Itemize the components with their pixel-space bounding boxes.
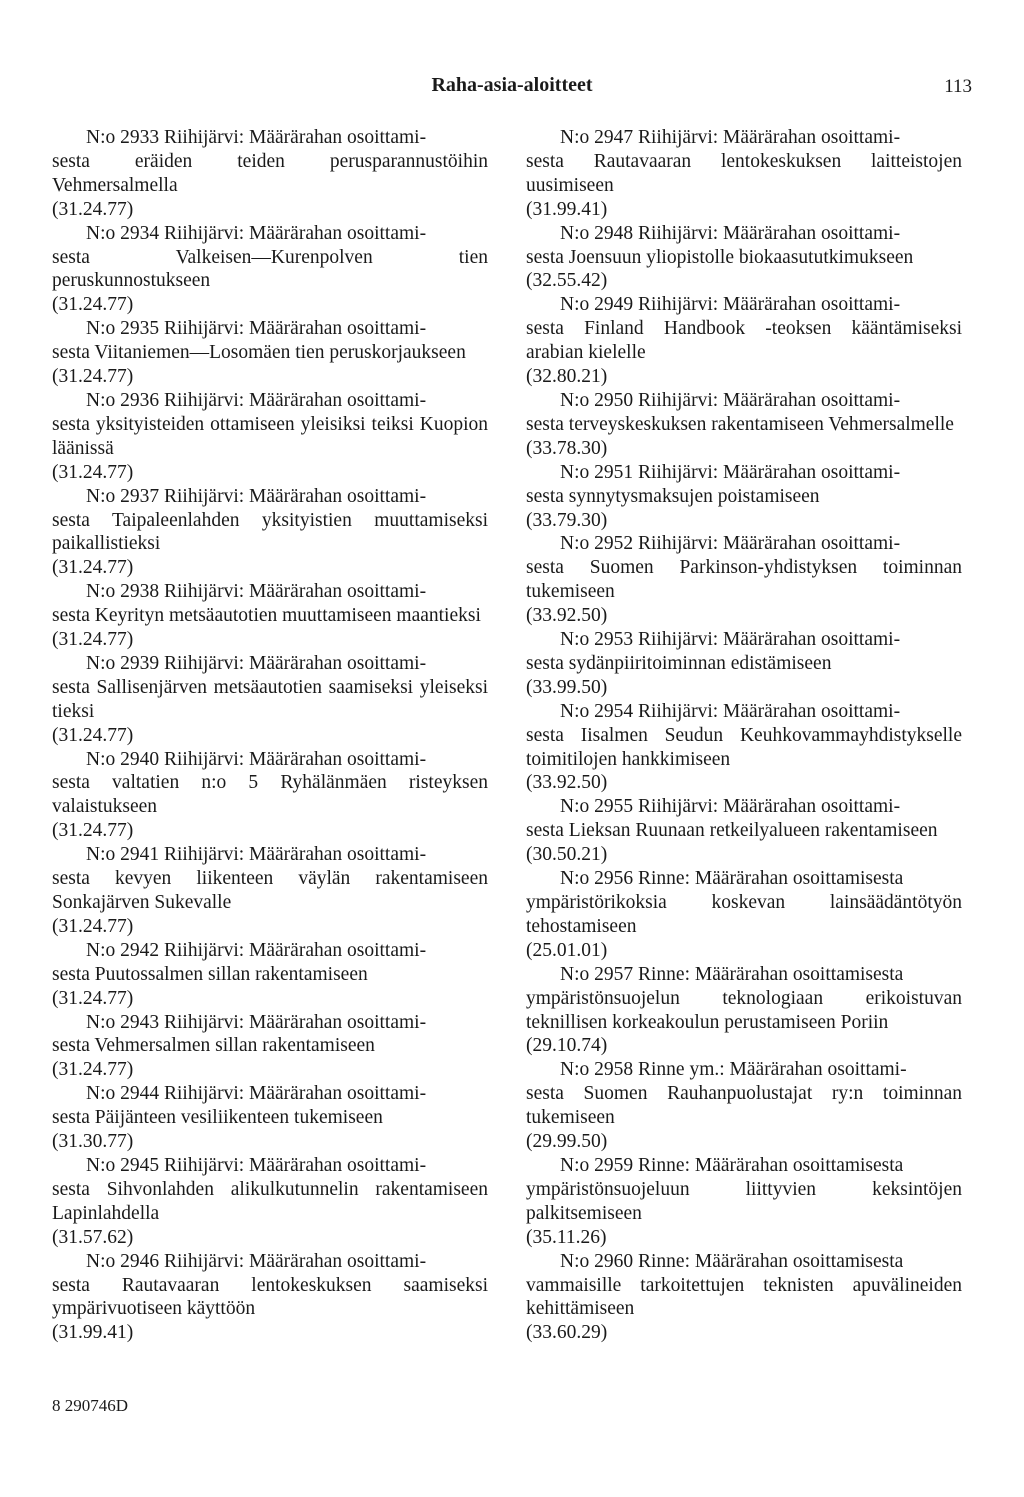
entry-date: (32.55.42) — [526, 270, 608, 292]
initiative-entry — [52, 389, 488, 485]
entry-text: sesta Joensuun yliopistolle biokaasututkimukseen — [526, 246, 914, 268]
entry-text: sesta Keyrityn metsäautotien muuttamiseen maantieksi — [52, 605, 481, 627]
entry-text: sesta Suomen Rauhanpuolustajat ry:n toiminnan tukemiseen — [526, 1083, 962, 1129]
entry-head: N:o 2945 Riihijärvi: Määrärahan osoittami- — [86, 1154, 427, 1176]
entry-text: sesta kevyen liikenteen väylän rakentamiseen Sonkajärven Sukevalle — [52, 868, 488, 913]
initiative-entry — [526, 1154, 962, 1250]
entry-date: (25.01.01) — [526, 939, 608, 961]
entry-date: (31.24.77) — [52, 820, 134, 842]
entry-text: sesta Rautavaaran lentokeskuksen laitteistojen uusimiseen — [526, 150, 962, 196]
entry-date: (31.24.77) — [52, 724, 134, 746]
entry-date: (31.24.77) — [52, 461, 134, 483]
initiative-entry — [526, 389, 962, 461]
entry-date: (30.50.21) — [526, 844, 608, 866]
right-column — [526, 126, 962, 1345]
entry-date: (31.24.77) — [52, 629, 134, 651]
entry-date: (31.24.77) — [52, 987, 134, 1009]
initiative-entry — [52, 580, 488, 652]
initiative-entry — [52, 485, 488, 581]
entry-head: N:o 2934 Riihijärvi: Määrärahan osoittami- — [86, 222, 427, 244]
initiative-entry — [526, 700, 962, 796]
initiative-entry — [526, 532, 962, 628]
entry-text: sesta yksityisteiden ottamiseen yleisiksi teiksi Kuopion läänissä — [52, 413, 488, 459]
entry-text: ympäristönsuojelun teknologiaan erikoistuvan teknillisen korkeakoulun perustamiseen Poriin — [526, 987, 962, 1033]
entry-date: (31.24.77) — [52, 1059, 134, 1081]
entry-date: (31.30.77) — [52, 1131, 134, 1153]
entry-head: N:o 2939 Riihijärvi: Määrärahan osoittami- — [86, 652, 427, 674]
footer-signature: 8 290746D — [52, 1396, 129, 1415]
entry-head: N:o 2957 Rinne: Määrärahan osoittamisesta — [560, 963, 904, 985]
entry-date: (31.24.77) — [52, 198, 134, 220]
entry-text: sesta Finland Handbook -teoksen kääntämiseksi arabian kielelle — [526, 318, 962, 364]
entry-text: sesta Viitaniemen—Losomäen tien peruskorjaukseen — [52, 342, 466, 364]
initiative-entry — [52, 126, 488, 222]
entry-head: N:o 2937 Riihijärvi: Määrärahan osoittami- — [86, 485, 427, 507]
entry-date: (33.92.50) — [526, 772, 608, 794]
entry-text: sesta Taipaleenlahden yksityistien muuttamiseksi paikallistieksi — [52, 509, 488, 555]
entry-date: (35.11.26) — [526, 1226, 607, 1248]
initiative-entry — [526, 1058, 962, 1154]
entry-text: sesta Valkeisen—Kurenpolven tien peruskunnostukseen — [52, 246, 488, 292]
entry-date: (29.99.50) — [526, 1131, 608, 1153]
initiative-entry — [526, 293, 962, 389]
page-number: 113 — [944, 76, 972, 97]
entry-date: (31.24.77) — [52, 915, 134, 937]
entry-head: N:o 2959 Rinne: Määrärahan osoittamisesta — [560, 1154, 904, 1176]
entry-head: N:o 2955 Riihijärvi: Määrärahan osoittami- — [560, 796, 901, 818]
entry-head: N:o 2951 Riihijärvi: Määrärahan osoittami- — [560, 461, 901, 483]
entry-text: sesta synnytysmaksujen poistamiseen — [526, 485, 820, 507]
entry-head: N:o 2938 Riihijärvi: Määrärahan osoittami- — [86, 581, 427, 603]
entry-date: (33.78.30) — [526, 437, 608, 459]
initiative-entry — [526, 461, 962, 533]
entry-head: N:o 2935 Riihijärvi: Määrärahan osoittami- — [86, 318, 427, 340]
running-title: Raha-asia-aloitteet — [431, 74, 593, 96]
entry-head: N:o 2948 Riihijärvi: Määrärahan osoittami- — [560, 222, 901, 244]
entry-text: ympäristörikoksia koskevan lainsäädäntötyön tehostamiseen — [526, 892, 962, 937]
initiative-entry — [52, 222, 488, 318]
entry-date: (31.24.77) — [52, 366, 134, 388]
initiative-entry — [52, 1011, 488, 1083]
initiative-entry — [52, 748, 488, 844]
initiative-entry — [526, 1250, 962, 1346]
entry-text: ympäristönsuojeluun liittyvien keksintöjen palkitsemiseen — [526, 1178, 962, 1224]
entry-date: (32.80.21) — [526, 366, 608, 388]
entry-date: (31.99.41) — [52, 1322, 134, 1344]
entry-text: vammaisille tarkoitettujen teknisten apuvälineiden kehittämiseen — [526, 1274, 962, 1320]
entry-head: N:o 2960 Rinne: Määrärahan osoittamisesta — [560, 1250, 904, 1272]
entry-date: (31.24.77) — [52, 557, 134, 579]
initiative-entry — [52, 1250, 488, 1346]
entry-text: sesta eräiden teiden perusparannustöihin Vehmersalmella — [52, 150, 488, 196]
entry-head: N:o 2933 Riihijärvi: Määrärahan osoittami- — [86, 127, 427, 148]
entry-head: N:o 2944 Riihijärvi: Määrärahan osoittami- — [86, 1083, 427, 1105]
initiative-entry — [526, 126, 962, 222]
entry-head: N:o 2947 Riihijärvi: Määrärahan osoittami- — [560, 127, 901, 148]
entry-text: sesta sydänpiiritoiminnan edistämiseen — [526, 652, 832, 674]
entry-text: sesta valtatien n:o 5 Ryhälänmäen risteyksen valaistukseen — [52, 772, 488, 818]
initiative-entry — [52, 652, 488, 748]
entry-text: sesta Lieksan Ruunaan retkeilyalueen rakentamiseen — [526, 820, 938, 842]
entry-head: N:o 2936 Riihijärvi: Määrärahan osoittami- — [86, 389, 427, 411]
entry-head: N:o 2942 Riihijärvi: Määrärahan osoittami- — [86, 939, 427, 961]
entry-head: N:o 2953 Riihijärvi: Määrärahan osoittami- — [560, 629, 901, 651]
entry-date: (33.99.50) — [526, 676, 608, 698]
entry-head: N:o 2950 Riihijärvi: Määrärahan osoittami- — [560, 389, 901, 411]
initiative-entry — [52, 1082, 488, 1154]
entry-text: sesta Rautavaaran lentokeskuksen saamiseksi ympärivuotiseen käyttöön — [52, 1274, 488, 1320]
entry-head: N:o 2940 Riihijärvi: Määrärahan osoittami- — [86, 748, 427, 770]
entry-head: N:o 2954 Riihijärvi: Määrärahan osoittami- — [560, 700, 901, 722]
initiative-entry — [526, 628, 962, 700]
entry-text: sesta Sihvonlahden alikulkutunnelin rakentamiseen Lapinlahdella — [52, 1178, 488, 1224]
entry-text: sesta Iisalmen Seudun Keuhkovammayhdistykselle toimitilojen hankkimiseen — [526, 724, 962, 770]
entry-head: N:o 2946 Riihijärvi: Määrärahan osoittami- — [86, 1250, 427, 1272]
entry-head: N:o 2958 Rinne ym.: Määrärahan osoittami- — [560, 1059, 907, 1081]
entry-date: (31.24.77) — [52, 294, 134, 316]
entry-text: sesta Sallisenjärven metsäautotien saamiseksi yleiseksi tieksi — [52, 676, 488, 722]
entry-date: (33.79.30) — [526, 509, 608, 531]
entry-date: (29.10.74) — [526, 1035, 608, 1057]
entry-date: (31.57.62) — [52, 1226, 134, 1248]
initiative-entry — [52, 843, 488, 939]
entry-date: (31.99.41) — [526, 198, 608, 220]
entry-date: (33.92.50) — [526, 605, 608, 627]
initiative-entry — [52, 939, 488, 1011]
entry-head: N:o 2941 Riihijärvi: Määrärahan osoittami- — [86, 844, 427, 866]
entry-date: (33.60.29) — [526, 1322, 608, 1344]
entry-text: sesta Vehmersalmen sillan rakentamiseen — [52, 1035, 375, 1057]
entry-head: N:o 2952 Riihijärvi: Määrärahan osoittami- — [560, 533, 901, 555]
entry-text: sesta Päijänteen vesiliikenteen tukemiseen — [52, 1107, 383, 1129]
entry-text: sesta Puutossalmen sillan rakentamiseen — [52, 963, 368, 985]
initiative-entry — [526, 867, 962, 963]
entry-text: sesta Suomen Parkinson-yhdistyksen toiminnan tukemiseen — [526, 557, 962, 603]
initiative-entry — [52, 317, 488, 389]
initiative-entry — [52, 1154, 488, 1250]
initiative-entry — [526, 963, 962, 1059]
left-column — [52, 126, 488, 1345]
initiative-entry — [526, 795, 962, 867]
entry-text: sesta terveyskeskuksen rakentamiseen Vehmersalmelle — [526, 413, 954, 435]
initiative-entry — [526, 222, 962, 294]
entry-head: N:o 2943 Riihijärvi: Määrärahan osoittami- — [86, 1011, 427, 1033]
entry-head: N:o 2956 Rinne: Määrärahan osoittamisesta — [560, 868, 904, 890]
entry-head: N:o 2949 Riihijärvi: Määrärahan osoittami- — [560, 294, 901, 316]
